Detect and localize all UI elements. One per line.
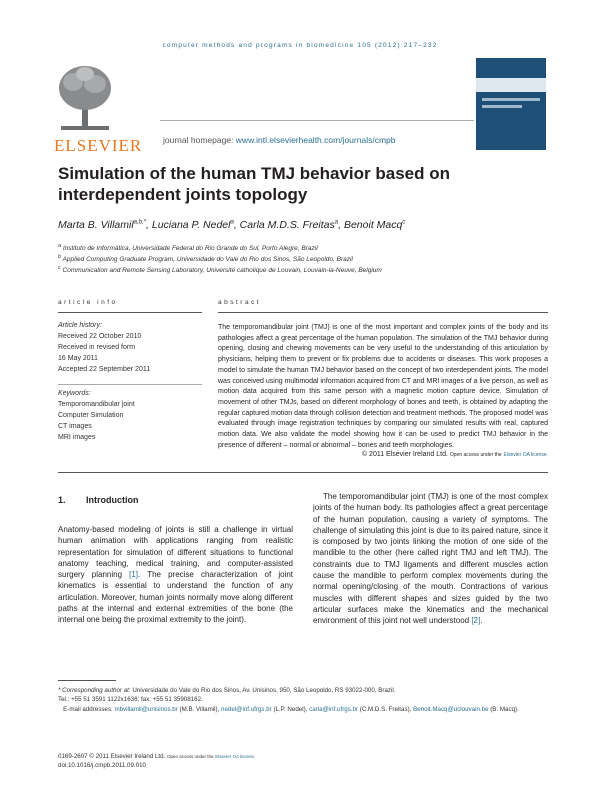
- footnote-text: Universidade do Vale do Rio dos Sinos, Av. Unisinos, 950, São Leopoldo, RS 93022-000, Brazil.: [132, 687, 396, 694]
- keywords-rule: [58, 384, 202, 385]
- abstract-copyright: [218, 451, 548, 458]
- oa-license-link[interactable]: Elsevier OA license.: [503, 452, 548, 458]
- keyword-item: CT images: [58, 423, 92, 430]
- journal-cover-thumbnail: [476, 58, 546, 150]
- paragraph-text: The temporomandibular joint (TMJ) is one of the most complex joints of the human body. Its pathologies affect a great percentage of the human population, causing a variety of symptoms. The challenge of simulating this joint is due to its paired nature, since it is composed by two joints linking the motion of one side of the mandible to the other (here called right TMJ and left TMJ). The constraints due to TMJ ligaments and different muscles action cause the mandible to perform complex movements during the normal opening/closing of the mouth. Contractions of various muscles with different shapes and sizes guided by the two articular surfaces make the kinematics and the mechanical environment of this joint not well understood: [313, 492, 548, 626]
- corresponding-author-note: [58, 686, 548, 695]
- author-name: Benoit Macq: [343, 219, 403, 231]
- keyword-item: Temporomandibular joint: [58, 401, 135, 408]
- affiliation-sup: b: [58, 254, 62, 260]
- affiliation-b: [58, 254, 353, 263]
- email-owner: (B. Macq).: [490, 705, 519, 713]
- email-owner: (C.M.D.S. Freitas),: [359, 705, 412, 713]
- author-sup: a: [334, 219, 339, 226]
- affiliation-text: Applied Computing Graduate Program, Universidade do Vale do Rio dos Sinos, São Leopoldo, Brazil: [62, 256, 353, 264]
- homepage-link[interactable]: www.intl.elsevierhealth.com/journals/cmpb: [235, 135, 396, 145]
- section-heading: [58, 495, 139, 505]
- issn-line: [58, 752, 255, 761]
- journal-homepage: [163, 135, 395, 145]
- affiliation-c: [58, 265, 382, 274]
- author-list: Marta B. Villamil$^{a,b,*}$, Luciana P. Nedel$^a$, Carla M.D.S. Freitas$^a$, Benoit Macq$^c$: [58, 219, 406, 231]
- email-link[interactable]: nedel@inf.ufrgs.br: [221, 705, 272, 713]
- journal-running-header: computer methods and programs in biomedicine 105 (2012) 217–232: [162, 42, 438, 49]
- history-label: Article history:: [58, 322, 102, 329]
- history-line: 16 May 2011: [58, 355, 98, 362]
- elsevier-wordmark: ELSEVIER: [54, 136, 143, 155]
- email-link[interactable]: carla@inf.ufrgs.br: [309, 705, 359, 713]
- affiliation-text: Instituto de Informática, Universidade Federal do Rio Grande do Sul, Porto Alegre, Brazil: [62, 245, 318, 253]
- homepage-label: journal homepage:: [163, 135, 234, 145]
- citation-link[interactable]: [2]: [471, 616, 481, 626]
- author-sup: c: [402, 219, 406, 226]
- title-line-2: interdependent joints topology: [58, 185, 308, 204]
- article-info-heading: article info: [58, 299, 118, 306]
- email-link[interactable]: Benoit.Macq@uclouvain.be: [413, 705, 489, 713]
- author-name: Luciana P. Nedel: [151, 219, 231, 231]
- keyword-item: Computer Simulation: [58, 412, 124, 419]
- keywords-label: Keywords:: [58, 390, 91, 397]
- footnote-rule: [58, 680, 116, 681]
- history-line: Received in revised form: [58, 344, 136, 351]
- open-access-text: Open access under the: [167, 754, 214, 759]
- oa-license-link[interactable]: Elsevier OA license.: [215, 754, 256, 759]
- section-title: Introduction: [86, 495, 139, 505]
- author-sup: a: [230, 219, 234, 226]
- article-title: [58, 163, 518, 205]
- paragraph-text: .: [480, 616, 483, 626]
- email-label: E-mail addresses:: [63, 705, 113, 713]
- author-name: Marta B. Villamil: [58, 219, 134, 231]
- keyword-item: MRI images: [58, 434, 96, 441]
- history-line: Received 22 October 2010: [58, 333, 142, 340]
- abstract-rule: [218, 312, 548, 313]
- publication-info: [58, 752, 255, 771]
- doi-line[interactable]: doi:10.1016/j.cmpb.2011.09.010: [58, 762, 146, 770]
- copyright-text: © 2011 Elsevier Ireland Ltd.: [361, 451, 448, 458]
- intro-paragraph-left: [58, 524, 293, 626]
- open-access-text: Open access under the: [449, 452, 502, 458]
- paragraph-text: . The precise characterization of joint kinematics is essential to understand the function of any articulation. Moreover, human joints normally move along different paths at the internal and external extremities of the bone (the internal one being the proximal extremity to the joint).: [58, 570, 293, 625]
- article-info-rule: [58, 312, 202, 313]
- email-owner: (M.B. Villamil),: [179, 705, 220, 713]
- history-line: Accepted 22 September 2011: [58, 366, 151, 373]
- title-line-1: Simulation of the human TMJ behavior based on: [58, 164, 450, 183]
- affiliation-a: [58, 243, 318, 252]
- intro-paragraph-right: [313, 491, 548, 627]
- abstract-bottom-rule: [58, 472, 548, 473]
- footnote-label: * Corresponding author at:: [58, 687, 131, 694]
- issn-text: 0169-2607 © 2011 Elsevier Ireland Ltd.: [58, 753, 166, 760]
- abstract-heading: abstract: [218, 299, 262, 306]
- affiliation-sup: c: [58, 265, 61, 271]
- footnotes: [58, 686, 548, 714]
- abstract-text: The temporomandibular joint (TMJ) is one of the most important and complex joints of the body and its pathologies affect a great percentage of the human population. The simulation of the TMJ behavior during opening, closing and chewing movements can be very useful to the understanding of this articulation by physicians, helping them to prevent or fix problems due to accidents or diseases. This work proposes a model to simulate the human TMJ behavior based on the concept of two interdependent joints. The model was conceived using multimodal information acquired from CT and MRI images of a live person, as well as motion data acquired from this same person with a magnetic motion capture device. Simulation of movement of other TMJs, based on different morphology of bones and teeth, is obtained by adapting the regular captured motion data through collision detection and treatment methods. The proposed model was evaluated through image registration techniques by comparing our simulated results with real, captured motion data. We also validate the model showing how it can be used to predict TMJ behavior in the presence of different – normal or abnormal – bones and teeth morphologies.: [218, 324, 548, 449]
- section-number: 1.: [58, 495, 66, 505]
- author-sup: a,b,*: [133, 219, 147, 226]
- paragraph-text: Anatomy-based modeling of joints is still a challenge in virtual human animation with applications ranging from realistic representation for simulation of different situations to functional anatomy teaching, medical training, and computer-assisted surgery planning: [58, 525, 293, 580]
- citation-link[interactable]: [1]: [129, 570, 139, 580]
- email-link[interactable]: mbvillamil@unisinos.br: [114, 705, 178, 713]
- phone-note: Tel.: +55 51 3591 1122x1636; fax: +55 51 35908162.: [58, 696, 203, 704]
- author-name: Carla M.D.S. Freitas: [239, 219, 335, 231]
- affiliation-sup: a: [58, 243, 62, 249]
- email-note: [58, 705, 548, 714]
- header-rule: [160, 120, 474, 121]
- affiliation-text: Communication and Remote Sensing Laboratory, Université catholique de Louvain, Louvain-la-Neuve, Belgium: [62, 267, 382, 275]
- email-owner: (L.P. Nedel),: [273, 705, 308, 713]
